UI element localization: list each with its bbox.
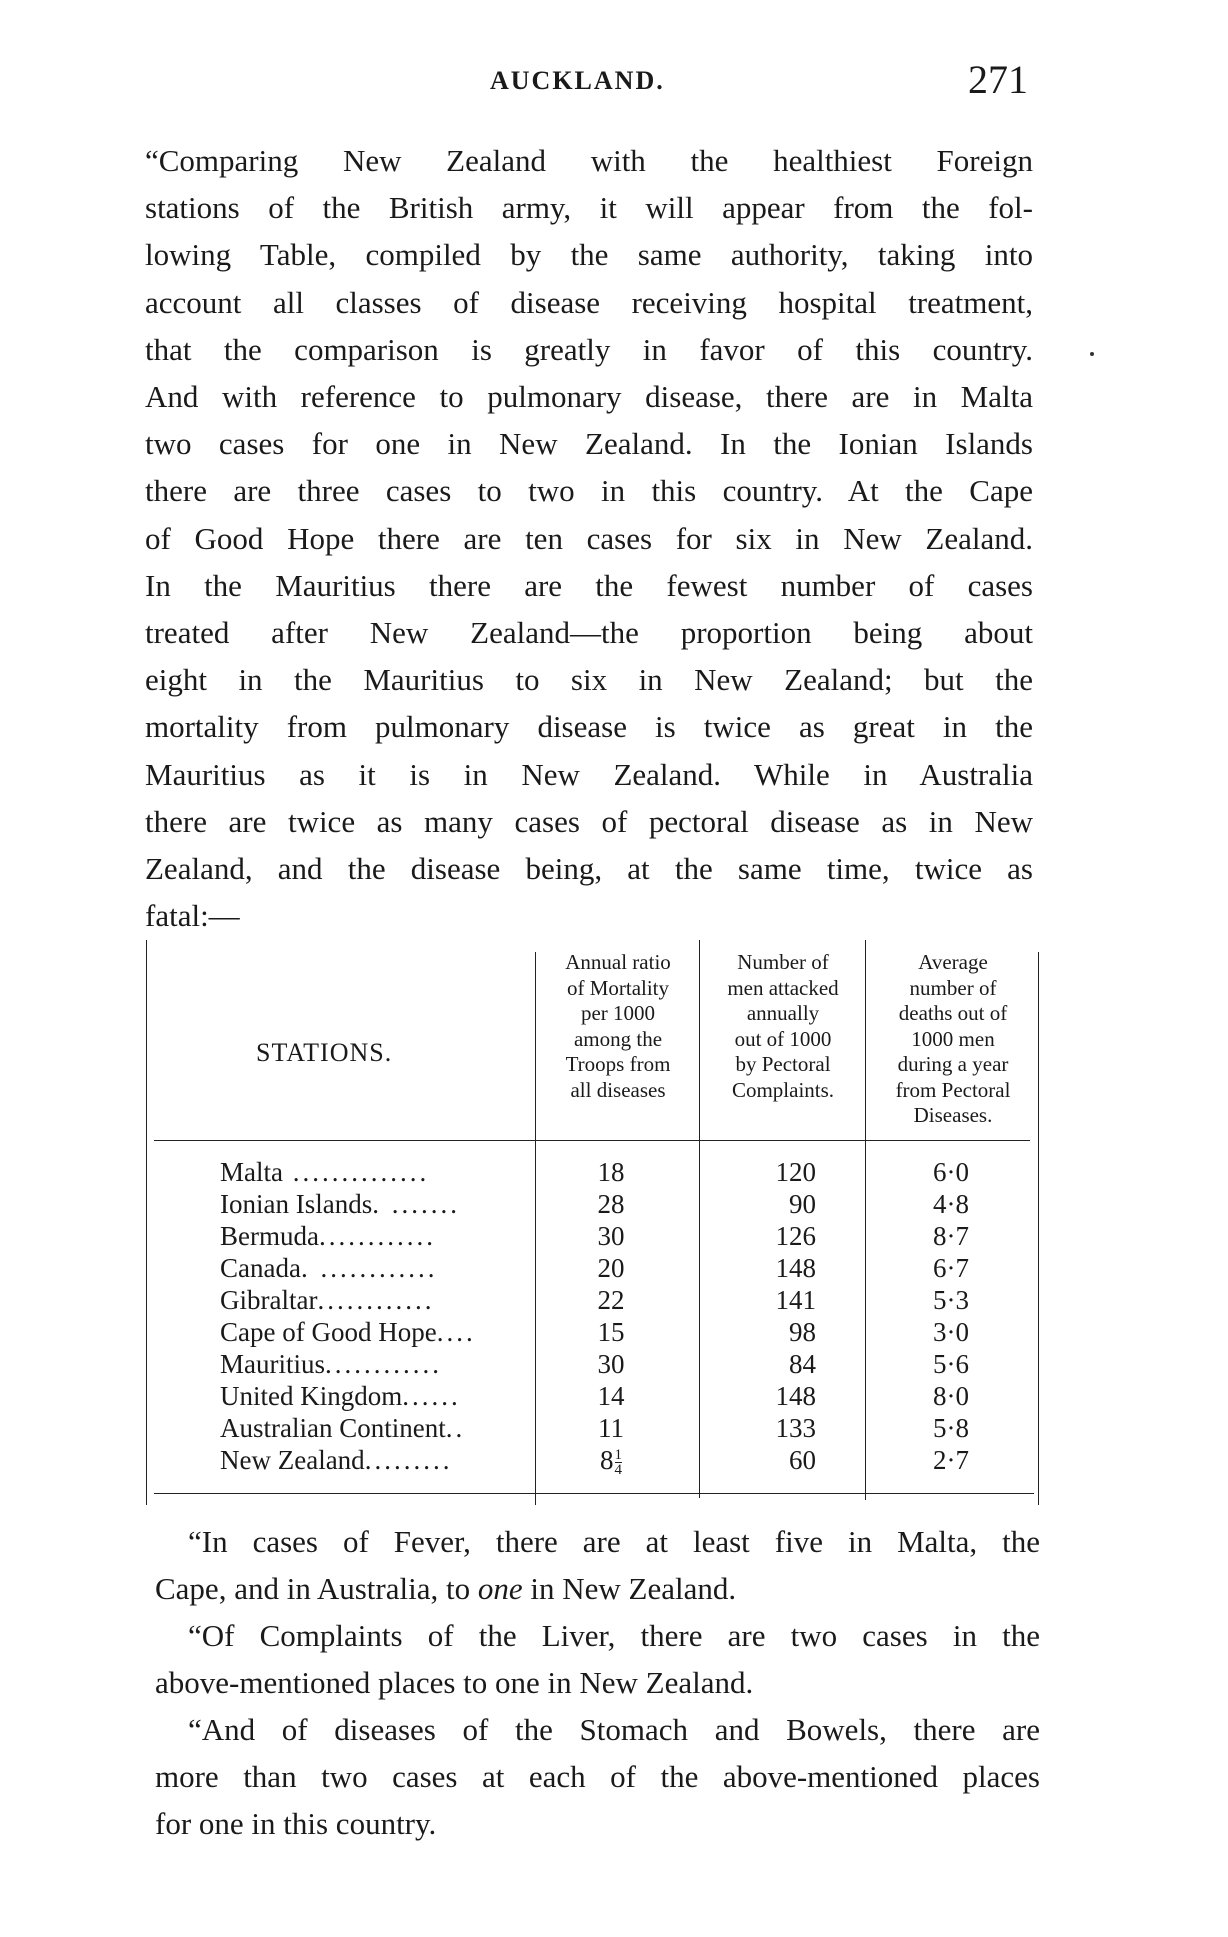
table-row bbox=[146, 1252, 1039, 1284]
header-line: per 1000 bbox=[580, 1001, 656, 1025]
mortality-cell: 30 bbox=[597, 1221, 625, 1251]
stations-header: STATIONS. bbox=[256, 1038, 393, 1067]
stations-table bbox=[146, 940, 1039, 1505]
mortality-cell: 11 bbox=[598, 1413, 624, 1443]
leader-dots: ...... bbox=[402, 1381, 461, 1411]
station-cell bbox=[220, 1348, 610, 1380]
leader-dots: ............ bbox=[317, 1285, 435, 1315]
deaths-cell: 6·7 bbox=[933, 1253, 969, 1283]
attacked-header bbox=[702, 950, 864, 1103]
header-line: all diseases bbox=[570, 1077, 666, 1102]
header-line: by Pectoral bbox=[735, 1052, 831, 1076]
paragraph-liver bbox=[155, 1612, 1040, 1706]
print-speck bbox=[1090, 352, 1094, 356]
table-row bbox=[146, 1380, 1039, 1412]
station-cell bbox=[220, 1220, 610, 1252]
leader-dots: ......... bbox=[364, 1445, 453, 1475]
text-line: account all classes of disease receiving hospital treatment, bbox=[145, 284, 1033, 320]
header-line: 1000 men bbox=[911, 1026, 995, 1051]
deaths-cell: 4·8 bbox=[933, 1189, 969, 1219]
mortality-cell: 20 bbox=[597, 1253, 625, 1283]
fraction-numerator: 1 bbox=[614, 1447, 622, 1464]
station-cell bbox=[220, 1316, 610, 1348]
leader-dots: .... bbox=[436, 1317, 476, 1347]
table-header-rule bbox=[154, 1140, 1030, 1141]
text-line: of Good Hope there are ten cases for six in New Zealand. bbox=[145, 520, 1033, 556]
text-line: treated after New Zealand—the proportion being about bbox=[145, 615, 1033, 651]
station-cell bbox=[220, 1444, 610, 1476]
text-line: more than two cases at each of the above-mentioned places bbox=[155, 1759, 1040, 1795]
deaths-cell: 8·0 bbox=[933, 1381, 969, 1411]
header-line: Annual ratio bbox=[565, 950, 671, 974]
text-line: eight in the Mauritius to six in New Zealand; but the bbox=[145, 662, 1033, 698]
attacked-cell: 98 bbox=[789, 1317, 816, 1347]
header-line: men attacked bbox=[727, 975, 839, 1000]
header-line: Average bbox=[918, 950, 988, 974]
leader-dots: .. bbox=[445, 1413, 466, 1443]
station-name: New Zealand bbox=[220, 1445, 365, 1475]
deaths-cell: 5·8 bbox=[933, 1413, 969, 1443]
header-line: Troops from bbox=[565, 1052, 671, 1076]
station-name: Canada bbox=[220, 1253, 301, 1283]
table-bottom-rule bbox=[154, 1493, 1034, 1494]
station-name: Gibraltar bbox=[220, 1285, 318, 1315]
station-cell bbox=[220, 1156, 610, 1188]
header-line: annually bbox=[746, 1001, 820, 1025]
attacked-cell: 60 bbox=[789, 1445, 816, 1475]
text-line: Mauritius as it is in New Zealand. While in Australia bbox=[145, 756, 1033, 792]
station-cell bbox=[220, 1252, 610, 1284]
table-row bbox=[146, 1284, 1039, 1316]
attacked-cell: 120 bbox=[775, 1157, 816, 1187]
attacked-cell: 133 bbox=[775, 1413, 816, 1443]
header-line: of Mortality bbox=[566, 975, 670, 1000]
text-line-with-emphasis: Cape, and in Australia, to one in New Zealand. bbox=[155, 1571, 737, 1607]
station-name: Ionian Islands bbox=[220, 1189, 373, 1219]
header-line: Complaints. bbox=[731, 1077, 835, 1102]
station-name: Cape of Good Hope bbox=[220, 1317, 437, 1347]
header-line: deaths out of bbox=[898, 1001, 1008, 1025]
paragraph-stomach bbox=[155, 1706, 1040, 1848]
header-line: among the bbox=[573, 1026, 663, 1051]
text-line: mortality from pulmonary disease is twice as great in the bbox=[145, 709, 1033, 745]
text-line: for one in this country. bbox=[155, 1806, 437, 1842]
table-row bbox=[146, 1188, 1039, 1220]
attacked-cell: 90 bbox=[789, 1189, 816, 1219]
page-number: 271 bbox=[968, 57, 1028, 102]
paragraph-fever bbox=[155, 1518, 1040, 1612]
fraction-denominator: 4 bbox=[614, 1462, 622, 1479]
text-line: above-mentioned places to one in New Zealand. bbox=[155, 1665, 754, 1701]
text-line: Zealand, and the disease being, at the same time, twice as bbox=[145, 851, 1033, 887]
mortality-cell: 15 bbox=[597, 1317, 625, 1347]
table-row bbox=[146, 1412, 1039, 1444]
deaths-cell: 6·0 bbox=[933, 1157, 969, 1187]
mortality-header bbox=[538, 950, 698, 1103]
station-cell bbox=[220, 1284, 610, 1316]
text-line: there are three cases to two in this country. At the Cape bbox=[145, 473, 1033, 509]
station-name: Mauritius bbox=[220, 1349, 325, 1379]
mortality-whole: 8 bbox=[600, 1445, 614, 1475]
text-line: In the Mauritius there are the fewest number of cases bbox=[145, 567, 1033, 603]
mortality-cell: 22 bbox=[597, 1285, 625, 1315]
emphasis-word: one bbox=[477, 1571, 523, 1607]
mortality-cell: 28 bbox=[597, 1189, 625, 1219]
leader-dots: .............. bbox=[282, 1157, 430, 1187]
text-line: stations of the British army, it will appear from the fol- bbox=[145, 190, 1033, 226]
header-line: Diseases. bbox=[913, 1103, 993, 1127]
deaths-cell: 5·6 bbox=[933, 1349, 969, 1379]
text-line: And with reference to pulmonary disease, there are in Malta bbox=[145, 379, 1033, 415]
text-line: “And of diseases of the Stomach and Bowels, there are bbox=[188, 1712, 1040, 1747]
text-line: “Comparing New Zealand with the healthiest Foreign bbox=[145, 143, 1033, 178]
station-cell bbox=[220, 1380, 610, 1412]
text-line: that the comparison is greatly in favor of this country. bbox=[145, 331, 1033, 367]
mortality-fraction bbox=[615, 1448, 623, 1477]
station-name: Malta bbox=[220, 1157, 283, 1187]
table-row bbox=[146, 1348, 1039, 1380]
text-line: two cases for one in New Zealand. In the Ionian Islands bbox=[145, 426, 1033, 462]
header-line: number of bbox=[909, 975, 997, 1000]
paragraph-comparison bbox=[145, 137, 1033, 939]
header-line: from Pectoral bbox=[895, 1077, 1011, 1102]
mortality-cell: 18 bbox=[597, 1157, 625, 1187]
text-line: fatal:— bbox=[145, 898, 240, 934]
deaths-header bbox=[868, 950, 1038, 1129]
deaths-cell: 2·7 bbox=[933, 1445, 969, 1475]
attacked-cell: 84 bbox=[789, 1349, 816, 1379]
text-line: lowing Table, compiled by the same authority, taking into bbox=[145, 237, 1033, 273]
leader-dots: . ............ bbox=[300, 1253, 438, 1283]
header-line: during a year bbox=[897, 1052, 1009, 1076]
text-line: “In cases of Fever, there are at least five in Malta, the bbox=[188, 1524, 1040, 1559]
station-cell bbox=[220, 1188, 610, 1220]
table-row bbox=[146, 1444, 1039, 1479]
running-title: AUCKLAND. bbox=[490, 66, 665, 95]
header-line: Number of bbox=[737, 950, 829, 974]
deaths-cell: 8·7 bbox=[933, 1221, 969, 1251]
attacked-cell: 126 bbox=[775, 1221, 816, 1251]
text-line: there are twice as many cases of pectoral disease as in New bbox=[145, 803, 1033, 839]
station-name: Australian Continent bbox=[220, 1413, 446, 1443]
leader-dots: . ....... bbox=[372, 1189, 460, 1219]
deaths-cell: 3·0 bbox=[933, 1317, 969, 1347]
mortality-cell: 30 bbox=[597, 1349, 625, 1379]
table-row bbox=[146, 1316, 1039, 1348]
station-name: Bermuda bbox=[220, 1221, 319, 1251]
mortality-cell: 14 bbox=[597, 1381, 625, 1411]
attacked-cell: 148 bbox=[775, 1253, 816, 1283]
mortality-cell bbox=[571, 1444, 651, 1477]
leader-dots: ............ bbox=[325, 1349, 442, 1379]
table-row bbox=[146, 1220, 1039, 1252]
station-cell bbox=[220, 1412, 610, 1444]
table-row bbox=[146, 1156, 1039, 1188]
leader-dots: ............ bbox=[318, 1221, 436, 1251]
deaths-cell: 5·3 bbox=[933, 1285, 969, 1315]
text-line: “Of Complaints of the Liver, there are two cases in the bbox=[188, 1618, 1040, 1653]
station-name: United Kingdom bbox=[220, 1381, 403, 1411]
header-line: out of 1000 bbox=[734, 1026, 832, 1051]
attacked-cell: 148 bbox=[775, 1381, 816, 1411]
attacked-cell: 141 bbox=[775, 1285, 816, 1315]
